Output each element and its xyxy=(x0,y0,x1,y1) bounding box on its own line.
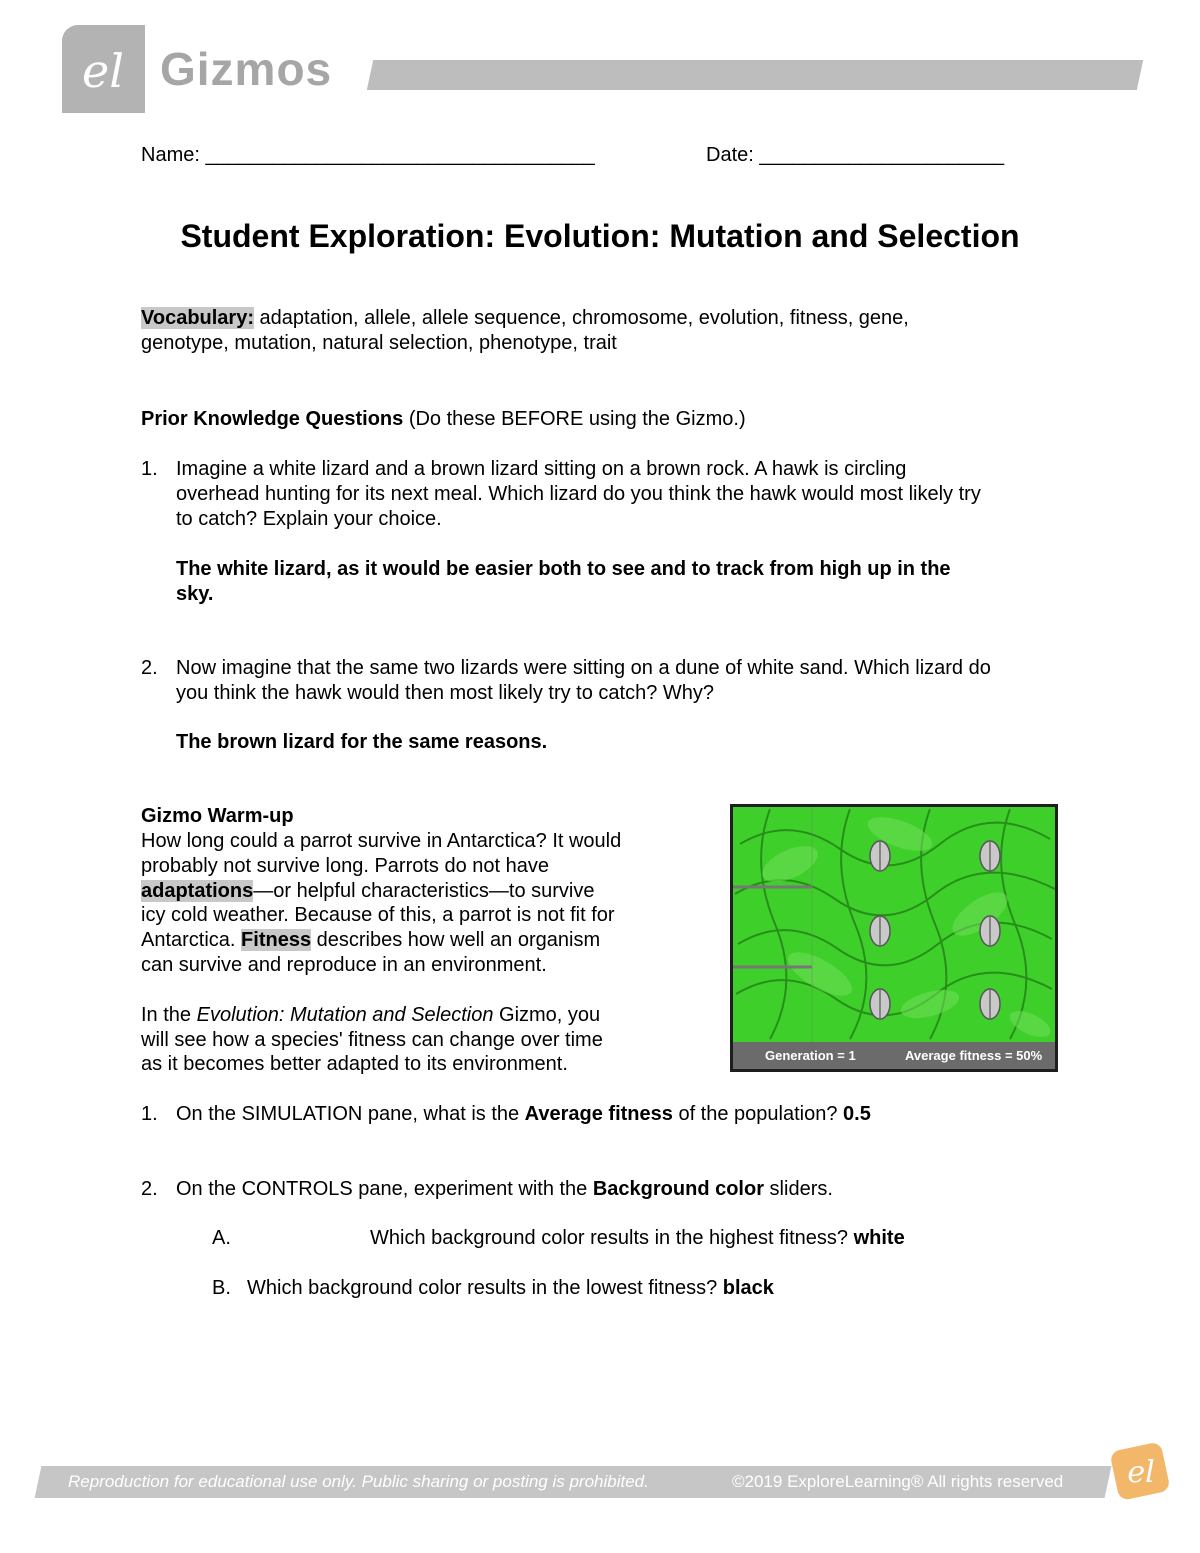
question-part: of the population? xyxy=(672,1103,844,1125)
explorelearning-logo-icon xyxy=(1108,1442,1174,1500)
question-text: Now imagine that the same two lizards were sitting on a dune of white sand. Which lizard do xyxy=(176,657,991,679)
warmup-text: probably not survive long. Parrots do not have xyxy=(141,855,550,877)
question-text: you think the hawk would then most likely try to catch? Why? xyxy=(176,682,715,704)
vocabulary-text-1: adaptation, allele, allele sequence, chromosome, evolution, fitness, gene, xyxy=(254,307,909,329)
beetle-icon xyxy=(870,841,890,871)
subquestion-letter: B. xyxy=(212,1277,231,1299)
question-number: 2. xyxy=(141,657,158,679)
question-text: to catch? Explain your choice. xyxy=(176,508,442,530)
answer-text: black xyxy=(722,1277,774,1299)
answer-text: The brown lizard for the same reasons. xyxy=(176,731,548,753)
warmup-heading: Gizmo Warm-up xyxy=(141,805,294,827)
footer-copyright: ©2019 ExploreLearning® All rights reserved xyxy=(732,1472,1064,1491)
prior-knowledge-heading xyxy=(141,407,746,432)
name-field: Name: ___________________________________ xyxy=(141,144,595,166)
simulation-status-bar xyxy=(733,1042,1055,1069)
footer-notice: Reproduction for educational use only. Public sharing or posting is prohibited. xyxy=(68,1472,649,1491)
question-text xyxy=(176,1177,833,1202)
warmup-text xyxy=(141,879,594,904)
prior-knowledge-note: (Do these BEFORE using the Gizmo.) xyxy=(403,408,746,430)
footer-logo-text: el xyxy=(1127,1455,1155,1490)
question-term: Background color xyxy=(592,1178,764,1200)
warmup-text-a: In the xyxy=(141,1004,197,1026)
page-title: Student Exploration: Evolution: Mutation and Selection xyxy=(180,218,1020,254)
subquestion-text xyxy=(247,1276,774,1301)
prior-knowledge-title: Prior Knowledge Questions xyxy=(141,408,404,430)
beetle-icon xyxy=(980,916,1000,946)
answer-text: The white lizard, as it would be easier both to see and to track from high up in the xyxy=(176,558,951,580)
warmup-text xyxy=(141,1003,600,1028)
question-number: 1. xyxy=(141,458,158,480)
beetle-icon xyxy=(870,916,890,946)
question-part: sliders. xyxy=(764,1178,833,1200)
gizmo-name: Evolution: Mutation and Selection xyxy=(196,1004,494,1026)
logo-text: el xyxy=(82,44,124,98)
vocabulary-label: Vocabulary: xyxy=(141,307,254,329)
question-text xyxy=(176,1102,871,1127)
beetle-icon xyxy=(980,841,1000,871)
question-text: overhead hunting for its next meal. Which lizard do you think the hawk would most likely try xyxy=(176,483,981,505)
fitness-term: Fitness xyxy=(241,929,312,951)
question-part: On the SIMULATION pane, what is the xyxy=(176,1103,525,1125)
header-bar xyxy=(367,60,1143,90)
warmup-text: can survive and reproduce in an environment. xyxy=(141,954,547,976)
simulation-image xyxy=(730,804,1058,1072)
question-text: Imagine a white lizard and a brown lizard sitting on a brown rock. A hawk is circling xyxy=(176,458,907,480)
generation-label: Generation = 1 xyxy=(765,1048,856,1063)
warmup-text-rest: —or helpful characteristics—to survive xyxy=(253,880,595,902)
answer-text: 0.5 xyxy=(843,1103,871,1125)
question-number: 2. xyxy=(141,1178,158,1200)
warmup-text-a: Antarctica. xyxy=(141,929,242,951)
warmup-text-b: Gizmo, you xyxy=(493,1004,601,1026)
subquestion-text xyxy=(370,1226,905,1251)
warmup-text xyxy=(141,928,600,953)
warmup-text: as it becomes better adapted to its environment. xyxy=(141,1053,568,1075)
vocabulary-line-1 xyxy=(141,306,909,331)
beetle-icon xyxy=(980,989,1000,1019)
vocabulary-line-2: genotype, mutation, natural selection, phenotype, trait xyxy=(141,332,617,354)
warmup-text: will see how a species' fitness can change over time xyxy=(141,1029,603,1051)
beetle-icon xyxy=(870,989,890,1019)
warmup-text-b: describes how well an organism xyxy=(311,929,601,951)
adaptations-term: adaptations xyxy=(141,880,254,902)
brand-name: Gizmos xyxy=(160,43,333,95)
answer-text: white xyxy=(853,1227,905,1249)
question-term: Average fitness xyxy=(524,1103,673,1125)
date-field: Date: ______________________ xyxy=(706,144,1005,166)
answer-text: sky. xyxy=(176,583,214,605)
gizmos-logo xyxy=(62,25,145,113)
average-fitness-label: Average fitness = 50% xyxy=(905,1048,1043,1063)
subquestion-letter: A. xyxy=(212,1227,231,1249)
question-number: 1. xyxy=(141,1103,158,1125)
question-part: Which background color results in the lowest fitness? xyxy=(247,1277,723,1299)
warmup-text: How long could a parrot survive in Antarctica? It would xyxy=(141,830,622,852)
warmup-text: icy cold weather. Because of this, a parrot is not fit for xyxy=(141,904,615,926)
question-part: On the CONTROLS pane, experiment with the xyxy=(176,1178,593,1200)
question-part: Which background color results in the highest fitness? xyxy=(370,1227,854,1249)
